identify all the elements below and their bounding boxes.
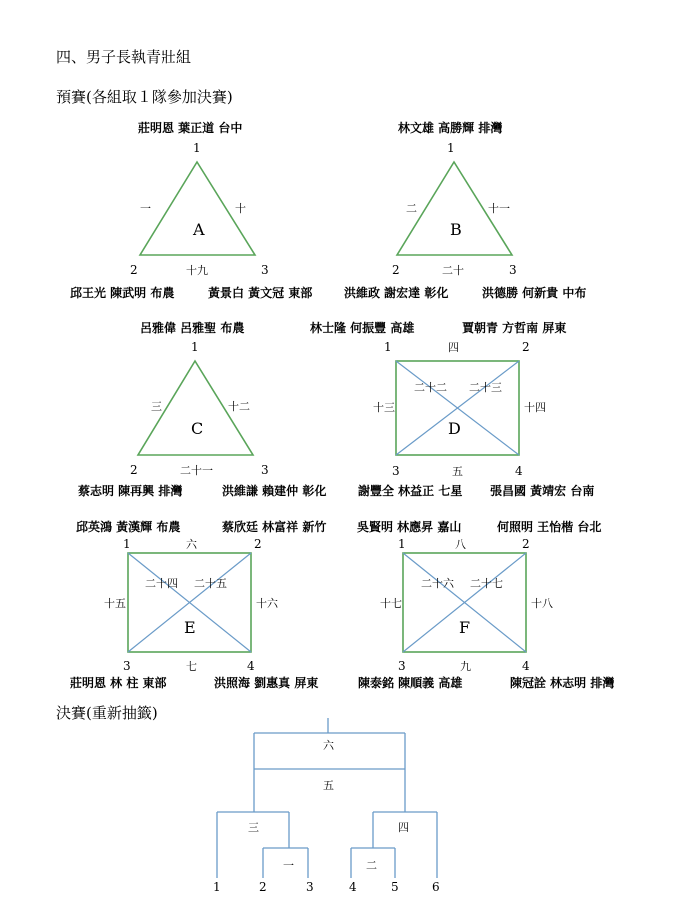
final-slot-5: 5 (391, 880, 399, 894)
group-e-match-top: 六 (186, 538, 197, 551)
group-d-match-left: 十三 (373, 401, 395, 414)
group-a-pos-3: 3 (261, 263, 269, 277)
group-f-square (403, 553, 526, 652)
group-f-team-1: 吳賢明 林應昇 嘉山 (357, 520, 462, 534)
section-title: 四、男子長執青壯組 (56, 48, 192, 66)
group-b-team-2: 洪維政 謝宏達 彰化 (344, 286, 449, 300)
group-a-pos-1: 1 (193, 141, 201, 155)
group-e-match-diag-2: 二十五 (194, 577, 227, 590)
final-match-3: 三 (248, 821, 259, 834)
group-d-match-top: 四 (448, 341, 459, 354)
group-f-label: F (459, 618, 471, 637)
final-title: 決賽(重新抽籤) (56, 704, 158, 722)
group-b-label: B (450, 220, 462, 239)
group-e-pos-1: 1 (123, 537, 131, 551)
group-e-match-left: 十五 (104, 597, 126, 610)
group-e-pos-4: 4 (247, 659, 255, 673)
group-f-match-top: 八 (455, 538, 466, 551)
group-c-match-right: 十二 (228, 400, 250, 413)
group-f-match-left: 十七 (380, 597, 402, 610)
group-d-team-1: 林士隆 何振豐 高雄 (310, 321, 415, 335)
group-f-match-bottom: 九 (460, 660, 471, 673)
group-f-match-diag-1: 二十六 (421, 577, 454, 590)
group-d-pos-3: 3 (392, 464, 400, 478)
group-b-pos-1: 1 (447, 141, 455, 155)
group-f-team-3: 陳泰銘 陳順義 高雄 (358, 676, 463, 690)
group-c-match-bottom: 二十一 (180, 464, 213, 477)
group-f-pos-1: 1 (398, 537, 406, 551)
group-b-team-3: 洪德勝 何新貴 中布 (482, 286, 587, 300)
group-e-pos-3: 3 (123, 659, 131, 673)
group-c-pos-2: 2 (130, 463, 138, 477)
group-b-team-1: 林文雄 高勝輝 排灣 (398, 121, 503, 135)
group-d-team-2: 賈朝青 方哲南 屏東 (462, 321, 567, 335)
group-f-match-right: 十八 (531, 597, 553, 610)
group-d-label: D (448, 419, 461, 438)
group-a-team-3: 黃景白 黃文冠 東部 (208, 286, 313, 300)
group-d-pos-4: 4 (515, 464, 523, 478)
group-a-match-right: 十 (235, 202, 246, 215)
group-c-match-left: 三 (151, 400, 162, 413)
group-a-pos-2: 2 (130, 263, 138, 277)
final-slot-1: 1 (213, 880, 221, 894)
group-e-team-4: 洪照海 劉惠真 屏東 (214, 676, 319, 690)
group-a-team-2: 邱王光 陳武明 布農 (70, 286, 175, 300)
group-e-match-right: 十六 (256, 597, 278, 610)
group-e-team-2: 蔡欣廷 林富祥 新竹 (222, 520, 327, 534)
final-match-6: 六 (323, 739, 334, 752)
group-f-team-4: 陳冠詮 林志明 排灣 (510, 676, 615, 690)
group-d-square (396, 361, 519, 455)
group-e-team-3: 莊明恩 林 柱 東部 (70, 676, 167, 690)
group-d-match-bottom: 五 (452, 465, 463, 478)
final-slot-2: 2 (259, 880, 267, 894)
group-d-pos-1: 1 (384, 340, 392, 354)
group-d-match-diag-2: 二十三 (469, 381, 502, 394)
group-c-team-1: 呂雅偉 呂雅聖 布農 (140, 321, 245, 335)
group-e-label: E (184, 618, 196, 637)
group-e-match-diag-1: 二十四 (145, 577, 178, 590)
group-e-square (128, 553, 251, 652)
group-a-label: A (193, 220, 205, 239)
final-slot-4: 4 (349, 880, 357, 894)
final-match-1: 一 (283, 859, 294, 872)
group-d-team-3: 謝豐全 林益正 七星 (358, 484, 463, 498)
final-match-2: 二 (366, 859, 377, 872)
group-c-label: C (191, 419, 204, 438)
group-b-pos-3: 3 (509, 263, 517, 277)
group-b-match-left: 二 (406, 202, 417, 215)
group-f-pos-4: 4 (522, 659, 530, 673)
final-slot-6: 6 (432, 880, 440, 894)
group-a-match-bottom: 十九 (186, 264, 208, 277)
group-a-match-left: 一 (140, 202, 151, 215)
final-match-5: 五 (323, 779, 334, 792)
group-d-match-diag-1: 二十二 (414, 381, 447, 394)
group-e-team-1: 邱英鴻 黃漢輝 布農 (76, 520, 181, 534)
group-c-pos-3: 3 (261, 463, 269, 477)
group-b-match-bottom: 二十 (442, 264, 464, 277)
group-e-match-bottom: 七 (186, 660, 197, 673)
group-f-pos-2: 2 (522, 537, 530, 551)
group-e-pos-2: 2 (254, 537, 262, 551)
group-d-pos-2: 2 (522, 340, 530, 354)
group-c-team-3: 洪維謙 賴建仲 彰化 (222, 484, 327, 498)
group-c-team-2: 蔡志明 陳再興 排灣 (78, 484, 183, 498)
group-f-pos-3: 3 (398, 659, 406, 673)
group-d-match-right: 十四 (524, 401, 546, 414)
group-f-match-diag-2: 二十七 (470, 577, 503, 590)
group-d-team-4: 張昌國 黃靖宏 台南 (490, 484, 595, 498)
final-match-4: 四 (398, 821, 409, 834)
prelim-title: 預賽(各組取１隊參加決賽) (56, 88, 233, 106)
group-a-team-1: 莊明恩 葉正道 台中 (138, 121, 243, 135)
group-f-team-2: 何照明 王怡楷 台北 (497, 520, 602, 534)
final-slot-3: 3 (306, 880, 314, 894)
group-c-pos-1: 1 (191, 340, 199, 354)
group-b-match-right: 十一 (488, 202, 510, 215)
group-b-pos-2: 2 (392, 263, 400, 277)
